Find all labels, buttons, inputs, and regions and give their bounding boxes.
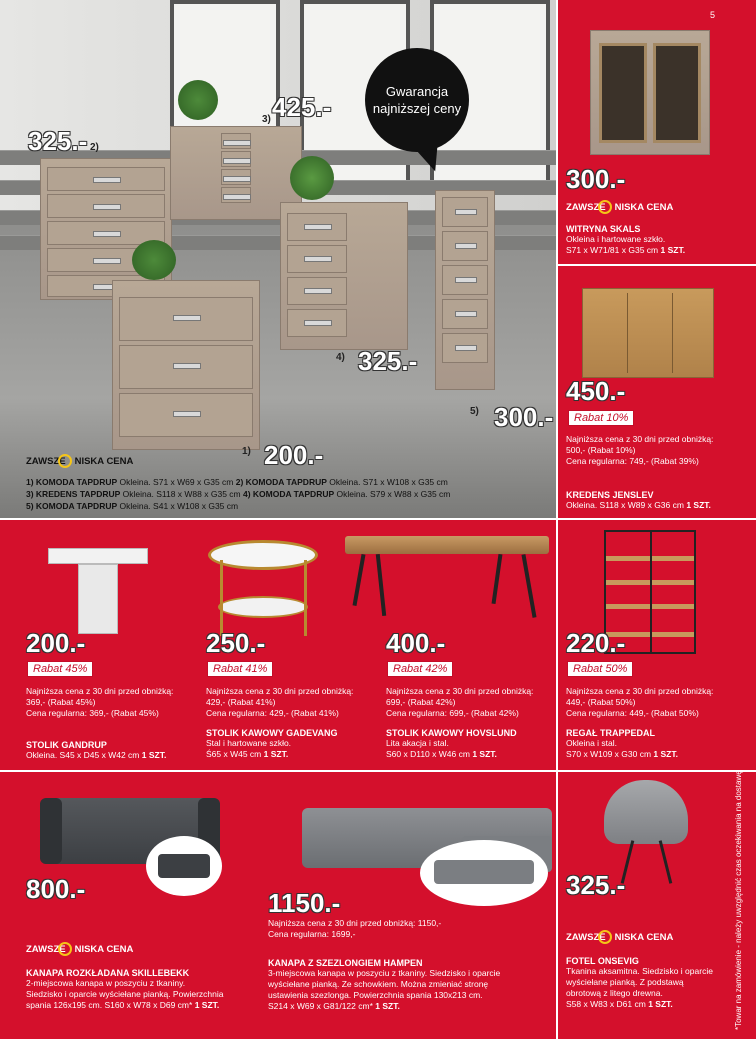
product-dims: S60 x D110 x W46 cm 1 SZT.: [386, 749, 497, 759]
plant-decoration: [178, 80, 218, 120]
regular-price: Cena regularna: 699,- (Rabat 42%): [386, 708, 519, 718]
sofa-bed-inset: [146, 836, 222, 896]
price-info: [206, 686, 384, 719]
lowest-price-label: Najniższa cena z 30 dni przed obniżką:: [206, 686, 354, 696]
delivery-note: *Towar na zamówienie - należy uwzględnić czas oczekiwania na dostawę: [734, 770, 743, 1030]
divider: [0, 518, 756, 520]
lowest-price-value: 500,- (Rabat 10%): [566, 445, 636, 455]
always-label: ZAWSZE: [26, 943, 66, 955]
price: 250.-: [206, 628, 266, 658]
sideboard-jenslev-image: [582, 288, 714, 378]
discount-badge: Rabat 41%: [207, 661, 273, 677]
label-1: 1): [242, 446, 251, 457]
product-name: REGAŁ TRAPPEDAL: [566, 728, 656, 738]
regular-price: Cena regularna: 449,- (Rabat 50%): [566, 708, 699, 718]
product-details: [268, 958, 554, 1012]
product-desc: 2-miejscowa kanapa w poszyciu z tkaniny.: [26, 978, 186, 988]
always-label: ZAWSZE: [26, 455, 66, 467]
product-name: WITRYNA SKALS: [566, 224, 641, 234]
low-price-label: NISKA CENA: [74, 943, 134, 955]
lowest-price-value: 429,- (Rabat 41%): [206, 697, 276, 707]
hero-captions: [26, 476, 450, 512]
label-3: 3): [262, 114, 271, 125]
yellow-ring-icon: [58, 454, 72, 468]
side-table-image: [48, 548, 148, 634]
product-desc: wyściełane pianką. Ze schowkiem. Można zmieniać stronę: [268, 979, 489, 989]
product-dims: spania 126x195 cm. S160 x W78 x D69 cm* 1 SZT.: [26, 1000, 220, 1010]
product-details: [26, 968, 256, 1011]
bubble-line-2: najniższej ceny: [372, 101, 462, 116]
discount-badge: Rabat 50%: [567, 661, 633, 677]
always-label: ZAWSZE: [566, 931, 606, 943]
cabinet-image: [590, 30, 710, 155]
discount-badge: Rabat 42%: [387, 661, 453, 677]
dresser-4-image: [280, 202, 408, 350]
product-name: STOLIK KAWOWY HOVSLUND: [386, 728, 517, 738]
yellow-ring-icon: [58, 942, 72, 956]
label-5: 5): [470, 406, 479, 417]
price-info: [26, 686, 204, 719]
low-price-label: NISKA CENA: [614, 201, 674, 213]
product-details: [386, 728, 554, 760]
product-desc: Okleina i hartowane szkło.: [566, 234, 666, 244]
regular-price: Cena regularna: 749,- (Rabat 39%): [566, 456, 699, 466]
product-desc: obrotową z litego drewna.: [566, 988, 663, 998]
always-low-badge: [566, 200, 673, 214]
low-price-label: NISKA CENA: [614, 931, 674, 943]
product-dims: S70 x W109 x G30 cm 1 SZT.: [566, 749, 678, 759]
product-desc: wyściełane pianką. Z podstawą: [566, 977, 684, 987]
product-desc: Stal i hartowane szkło.: [206, 738, 292, 748]
yellow-ring-icon: [598, 200, 612, 214]
label-4: 4): [336, 352, 345, 363]
product-name: FOTEL ONSEVIG: [566, 956, 639, 966]
price: 400.-: [386, 628, 446, 658]
discount-badge: Rabat 10%: [568, 410, 634, 426]
lowest-price-label: Najniższa cena z 30 dni przed obniżką:: [386, 686, 534, 696]
guarantee-bubble: [365, 48, 469, 152]
product-name: KANAPA Z SZEZLONGIEM HAMPEN: [268, 958, 423, 968]
product-dims: S58 x W83 x D61 cm 1 SZT.: [566, 999, 673, 1009]
bubble-line-1: Gwarancja: [385, 84, 449, 99]
product-details: [566, 956, 730, 1010]
product-desc: Okleina i stal.: [566, 738, 618, 748]
label-2: 2): [90, 142, 99, 153]
lowest-price-label: Najniższa cena z 30 dni przed obniżką:: [566, 434, 714, 444]
price-2: 325.-: [28, 126, 88, 156]
kredens-details: [566, 490, 751, 511]
kredens-info: [566, 434, 751, 467]
divider: [556, 264, 756, 266]
regular-price: Cena regularna: 429,- (Rabat 41%): [206, 708, 339, 718]
price: 325.-: [566, 870, 626, 900]
lowest-price-label: Najniższa cena z 30 dni przed obniżką:: [566, 686, 714, 696]
divider: [556, 518, 558, 770]
product-details: [206, 728, 384, 760]
product-dims: S214 x W69 x G81/122 cm* 1 SZT.: [268, 1001, 400, 1011]
lowest-price-value: 449,- (Rabat 50%): [566, 697, 636, 707]
lowest-price-value: 699,- (Rabat 42%): [386, 697, 456, 707]
price-1: 200.-: [264, 440, 324, 470]
price: 1150.-: [268, 888, 341, 918]
low-price-label: NISKA CENA: [74, 455, 134, 467]
witryna-details: [566, 224, 746, 256]
dresser-1-image: [112, 280, 260, 450]
dresser-5-image: [435, 190, 495, 390]
product-desc: Lita akacja i stal.: [386, 738, 449, 748]
price-4: 325.-: [358, 346, 418, 376]
lowest-price-value: 369,- (Rabat 45%): [26, 697, 96, 707]
always-label: ZAWSZE: [566, 201, 606, 213]
product-details: [26, 740, 204, 761]
coffee-table-image: [345, 536, 549, 622]
always-low-badge: [26, 942, 133, 956]
divider: [0, 770, 756, 772]
plant-decoration: [132, 240, 176, 280]
price-3: 425.-: [272, 92, 332, 122]
armchair-image: [596, 780, 696, 884]
product-desc: ustawienia szezlonga. Powierzchnia spania 130x213 cm.: [268, 990, 483, 1000]
corner-sofa-inset: [420, 840, 548, 906]
lowest-price-label: Najniższa cena z 30 dni przed obniżką: 1150,-: [268, 918, 442, 928]
product-name: KANAPA ROZKŁADANA SKILLEBEKK: [26, 968, 190, 978]
product-dims: Okleina. S45 x D45 x W42 cm 1 SZT.: [26, 750, 167, 760]
product-desc: Siedzisko i oparcie wyściełane pianką. Powierzchnia: [26, 989, 224, 999]
price-info: [386, 686, 554, 719]
kredens-price: 450.-: [566, 376, 626, 406]
product-desc: Tkanina aksamitna. Siedzisko i oparcie: [566, 966, 713, 976]
product-dims: Okleina. S118 x W89 x G36 cm 1 SZT.: [566, 500, 711, 510]
yellow-ring-icon: [598, 930, 612, 944]
product-name: KREDENS JENSLEV: [566, 490, 654, 500]
witryna-price: 300.-: [566, 164, 626, 194]
product-dims: Ś65 x W45 cm 1 SZT.: [206, 749, 289, 759]
page-number: 5: [710, 10, 716, 20]
regular-price: Cena regularna: 1699,-: [268, 929, 356, 939]
price-info: [566, 686, 752, 719]
regular-price: Cena regularna: 369,- (Rabat 45%): [26, 708, 159, 718]
price-5: 300.-: [494, 402, 554, 432]
product-name: STOLIK KAWOWY GADEVANG: [206, 728, 338, 738]
always-low-badge: [26, 454, 133, 468]
divider: [556, 0, 558, 518]
always-low-badge: [566, 930, 673, 944]
product-dims: S71 x W71/81 x G35 cm 1 SZT.: [566, 245, 686, 255]
price-info: [268, 918, 548, 940]
caption-line: 1) KOMODA TAPDRUP Okleina. S71 x W69 x G35 cm 2) KOMODA TAPDRUP Okleina. S71 x W108 x G35 cm: [26, 477, 448, 487]
caption-line: 3) KREDENS TAPDRUP Okleina. S118 x W88 x G35 cm 4) KOMODA TAPDRUP Okleina. S79 x W88 x G35 cm: [26, 489, 451, 499]
caption-line: 5) KOMODA TAPDRUP Okleina. S41 x W108 x G35 cm: [26, 501, 239, 511]
price: 800.-: [26, 874, 86, 904]
hero-photo: [0, 0, 556, 518]
plant-decoration: [290, 156, 334, 200]
round-table-image: [208, 540, 318, 640]
price: 220.-: [566, 628, 626, 658]
price: 200.-: [26, 628, 86, 658]
product-desc: 3-miejscowa kanapa w poszyciu z tkaniny. Siedzisko i oparcie: [268, 968, 501, 978]
lowest-price-label: Najniższa cena z 30 dni przed obniżką:: [26, 686, 174, 696]
product-details: [566, 728, 736, 760]
product-name: STOLIK GANDRUP: [26, 740, 107, 750]
divider: [556, 770, 558, 1039]
discount-badge: Rabat 45%: [27, 661, 93, 677]
